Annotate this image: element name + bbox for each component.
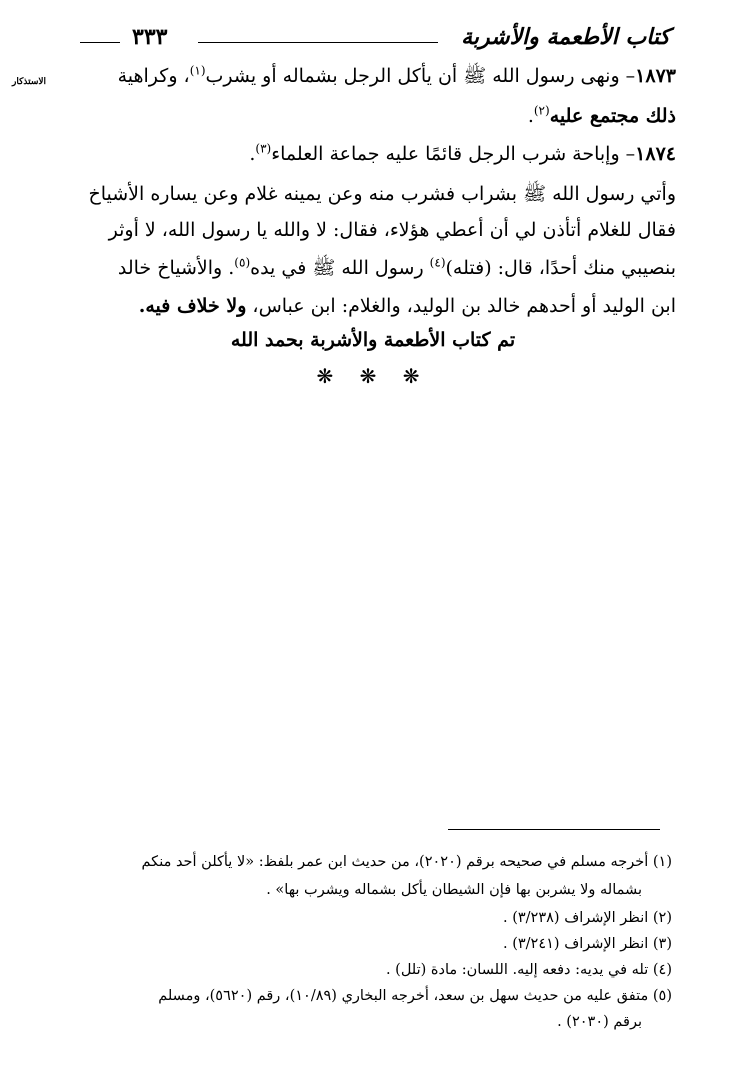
footnote-4: (٤) تله في يديه: دفعه إليه. اللسان: مادة (تلل) .: [385, 962, 672, 978]
entry-1873-line-1: [118, 62, 676, 90]
paragraph-line-3: [118, 254, 676, 282]
margin-source-note: الاستذكار: [12, 77, 46, 87]
entry-1873-line-2: [528, 102, 676, 130]
entry-1874-line: [249, 140, 676, 168]
entry-text: – ونهى رسول الله ﷺ أن يأكل الرجل بشماله أو يشرب: [205, 65, 636, 87]
footnote-1-line-1: (١) أخرجه مسلم في صحيحه برقم (٢٠٢٠)، من حديث ابن عمر بلفظ: «لا يأكلن أحد منكم: [141, 854, 672, 870]
entry-text-tail: ، وكراهية: [117, 65, 190, 87]
footnote-1-line-2: بشماله ولا يشربن بها فإن الشيطان يأكل بشماله ويشرب بها» .: [266, 882, 642, 898]
paragraph-text: . والأشياخ خالد: [117, 257, 235, 279]
chapter-closing: تم كتاب الأطعمة والأشربة بحمد الله: [230, 329, 516, 351]
footnote-rule: [448, 829, 660, 830]
footnote-ref: (٤): [429, 255, 446, 270]
footnote-2: (٢) انظر الإشراف (٣/٢٣٨) .: [502, 910, 672, 926]
footnote-5-line-1: (٥) متفق عليه من حديث سهل بن سعد، أخرجه البخاري (١٠/٨٩)، رقم (٥٦٢٠)، ومسلم: [158, 988, 672, 1004]
paragraph-text-bold: ولا خلاف فيه.: [138, 295, 247, 317]
entry-number: ١٨٧٣: [635, 65, 676, 87]
paragraph-line-1: وأتي رسول الله ﷺ بشراب فشرب منه وعن يمينه غلام وعن يساره الأشياخ: [88, 183, 676, 205]
page-number: ٣٣٣: [132, 24, 168, 50]
footnote-ref: (١): [189, 63, 206, 78]
footnote-3: (٣) انظر الإشراف (٣/٢٤١) .: [502, 936, 672, 952]
footnote-ref: (٣): [255, 141, 272, 156]
running-header: [80, 22, 670, 58]
footnote-5-line-2: برقم (٢٠٣٠) .: [557, 1014, 642, 1030]
header-title: كتاب الأطعمة والأشربة: [461, 24, 670, 50]
entry-text: – وإباحة شرب الرجل قائمًا عليه جماعة العلماء: [271, 143, 636, 165]
footnote-ref: (٥): [234, 255, 251, 270]
entry-text-bold: ذلك مجتمع عليه: [549, 105, 676, 127]
paragraph-line-2: فقال للغلام أتأذن لي أن أعطي هؤلاء، فقال: لا والله يا رسول الله، لا أوثر: [108, 219, 676, 241]
paragraph-text: رسول الله ﷺ في يده: [250, 257, 430, 279]
header-rule: [198, 42, 438, 43]
footnote-ref: (٢): [533, 103, 550, 118]
header-rule-short: [80, 42, 120, 43]
entry-number: ١٨٧٤: [635, 143, 676, 165]
paragraph-text: بنصيبي منك أحدًا، قال: (فتله): [445, 257, 676, 279]
paragraph-line-4: [139, 292, 676, 320]
paragraph-text: ابن الوليد أو أحدهم خالد بن الوليد، والغلام: ابن عباس،: [246, 295, 676, 317]
entry-text-tail: .: [527, 105, 534, 127]
entry-text-tail: .: [249, 143, 256, 165]
section-separator: ❋ ❋ ❋: [316, 364, 430, 388]
